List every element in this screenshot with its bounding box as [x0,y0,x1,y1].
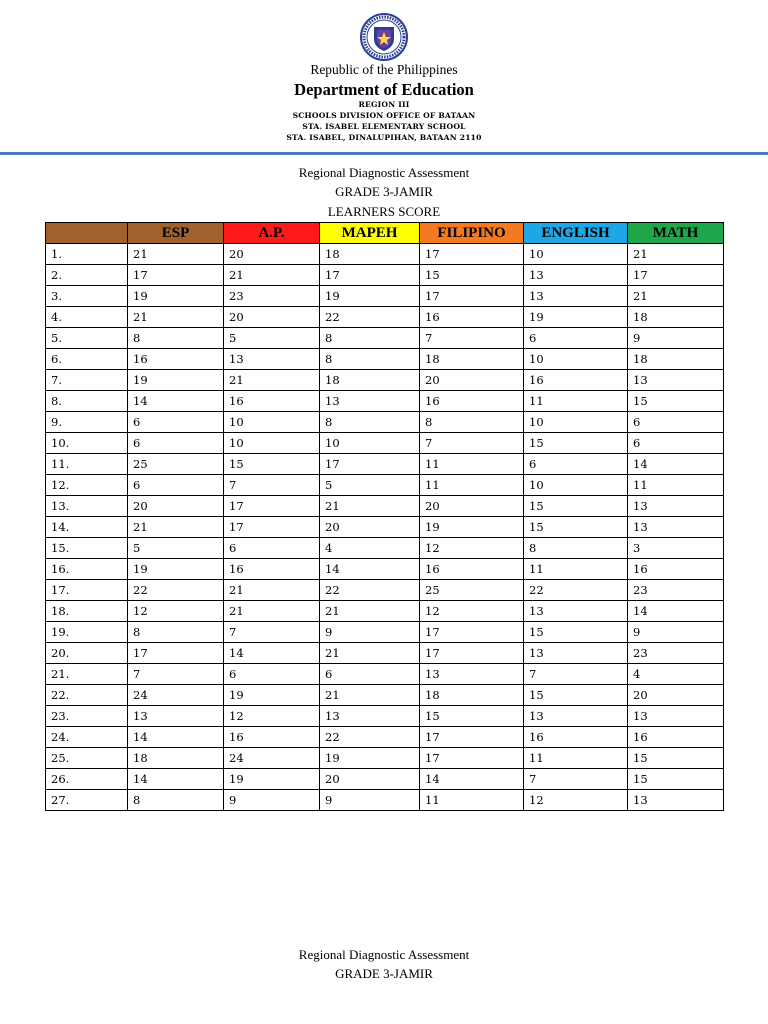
score-cell: 15 [224,454,320,475]
score-cell: 17 [224,496,320,517]
score-cell: 12 [420,601,524,622]
score-cell: 22 [320,580,420,601]
score-cell: 16 [628,727,724,748]
score-cell: 12 [224,706,320,727]
division-label: SCHOOLS DIVISION OFFICE OF BATAAN [292,111,476,120]
score-cell: 8 [320,349,420,370]
score-cell: 22 [128,580,224,601]
score-cell: 8 [128,622,224,643]
footer-grade-title: GRADE 3-JAMIR [335,966,433,981]
score-cell: 21 [320,685,420,706]
header-cell-esp: ESP [128,223,224,244]
score-cell: 14 [320,559,420,580]
score-cell: 6 [224,664,320,685]
score-cell: 24 [224,748,320,769]
row-number: 5. [46,328,128,349]
table-row [46,433,724,454]
score-cell: 13 [628,370,724,391]
score-cell: 21 [224,265,320,286]
row-number: 1. [46,244,128,265]
address-label: STA. ISABEL, DINALUPIHAN, BATAAN 2110 [286,133,482,142]
score-cell: 17 [420,244,524,265]
score-cell: 11 [524,391,628,412]
score-cell: 16 [420,559,524,580]
score-cell: 17 [128,265,224,286]
score-cell: 21 [628,244,724,265]
score-cell: 8 [128,328,224,349]
score-cell: 19 [320,748,420,769]
score-cell: 13 [628,706,724,727]
score-cell: 13 [128,706,224,727]
deped-seal-icon [360,13,408,61]
score-cell: 17 [420,748,524,769]
score-cell: 18 [420,685,524,706]
score-cell: 21 [128,307,224,328]
row-number: 11. [46,454,128,475]
score-cell: 15 [524,496,628,517]
score-cell: 6 [128,475,224,496]
school-label: STA. ISABEL ELEMENTARY SCHOOL [302,122,466,131]
score-cell: 16 [128,349,224,370]
row-number: 20. [46,643,128,664]
score-cell: 13 [628,517,724,538]
score-cell: 10 [320,433,420,454]
assessment-title: Regional Diagnostic Assessment [298,165,470,180]
score-cell: 13 [524,643,628,664]
score-cell: 4 [628,664,724,685]
table-row [46,706,724,727]
score-cell: 17 [420,643,524,664]
score-cell: 13 [524,286,628,307]
table-row [46,475,724,496]
score-cell: 21 [320,496,420,517]
score-cell: 9 [224,790,320,811]
header-cell-ap: A.P. [224,223,320,244]
score-cell: 13 [628,496,724,517]
table-row [46,454,724,475]
table-row [46,538,724,559]
row-number: 18. [46,601,128,622]
score-cell: 17 [224,517,320,538]
header-cell-mapeh: MAPEH [320,223,420,244]
score-cell: 22 [320,307,420,328]
row-number: 16. [46,559,128,580]
header-cell-filipino: FILIPINO [420,223,524,244]
row-number: 12. [46,475,128,496]
score-cell: 6 [628,433,724,454]
header-row [46,223,724,244]
score-cell: 17 [320,454,420,475]
score-cell: 5 [224,328,320,349]
header-cell-index [46,223,128,244]
score-cell: 11 [628,475,724,496]
score-cell: 23 [628,643,724,664]
score-cell: 18 [420,349,524,370]
score-cell: 16 [524,727,628,748]
row-number: 19. [46,622,128,643]
score-cell: 6 [524,454,628,475]
score-cell: 11 [524,559,628,580]
row-number: 27. [46,790,128,811]
score-cell: 14 [628,454,724,475]
header-cell-math: MATH [628,223,724,244]
table-row [46,685,724,706]
table-row [46,265,724,286]
score-cell: 24 [128,685,224,706]
score-cell: 14 [128,391,224,412]
score-cell: 12 [420,538,524,559]
score-cell: 16 [224,727,320,748]
row-number: 23. [46,706,128,727]
grade-title: GRADE 3-JAMIR [335,184,433,199]
score-cell: 19 [128,370,224,391]
score-cell: 10 [524,475,628,496]
table-row [46,412,724,433]
score-cell: 10 [524,412,628,433]
score-cell: 19 [224,769,320,790]
row-number: 7. [46,370,128,391]
score-cell: 6 [224,538,320,559]
row-number: 2. [46,265,128,286]
score-cell: 13 [524,706,628,727]
row-number: 10. [46,433,128,454]
header-divider [0,152,768,155]
row-number: 4. [46,307,128,328]
score-cell: 23 [628,580,724,601]
score-cell: 21 [128,517,224,538]
row-number: 21. [46,664,128,685]
score-cell: 13 [420,664,524,685]
score-cell: 14 [128,727,224,748]
score-cell: 9 [320,622,420,643]
row-number: 3. [46,286,128,307]
score-cell: 17 [128,643,224,664]
republic-label: Republic of the Philippines [310,62,458,77]
row-number: 15. [46,538,128,559]
score-cell: 20 [420,370,524,391]
score-cell: 25 [420,580,524,601]
table-row [46,391,724,412]
score-cell: 9 [320,790,420,811]
table-row [46,496,724,517]
score-cell: 18 [628,349,724,370]
table-row [46,328,724,349]
score-cell: 13 [524,601,628,622]
row-number: 26. [46,769,128,790]
score-cell: 14 [420,769,524,790]
score-cell: 14 [628,601,724,622]
score-cell: 19 [420,517,524,538]
score-cell: 11 [420,454,524,475]
row-number: 13. [46,496,128,517]
table-row [46,286,724,307]
score-cell: 16 [420,307,524,328]
score-cell: 8 [320,412,420,433]
score-cell: 13 [320,391,420,412]
table-row [46,601,724,622]
table-row [46,517,724,538]
score-cell: 11 [420,475,524,496]
score-cell: 17 [420,727,524,748]
table-row [46,727,724,748]
score-cell: 20 [320,517,420,538]
score-cell: 19 [224,685,320,706]
score-cell: 14 [224,643,320,664]
score-cell: 6 [628,412,724,433]
score-cell: 21 [628,286,724,307]
score-cell: 11 [524,748,628,769]
score-cell: 19 [128,559,224,580]
score-cell: 5 [320,475,420,496]
score-cell: 21 [128,244,224,265]
row-number: 22. [46,685,128,706]
score-cell: 8 [420,412,524,433]
score-cell: 10 [224,412,320,433]
score-cell: 8 [320,328,420,349]
score-cell: 20 [320,769,420,790]
score-cell: 20 [224,307,320,328]
row-number: 9. [46,412,128,433]
score-cell: 15 [628,748,724,769]
score-cell: 18 [320,370,420,391]
table-row [46,307,724,328]
row-number: 17. [46,580,128,601]
table-row [46,370,724,391]
scores-table [45,222,724,811]
score-cell: 15 [524,622,628,643]
score-cell: 9 [628,622,724,643]
score-cell: 7 [420,328,524,349]
score-cell: 11 [420,790,524,811]
score-cell: 15 [420,706,524,727]
department-title: Department of Education [294,80,474,99]
score-cell: 20 [628,685,724,706]
score-cell: 6 [128,433,224,454]
score-cell: 20 [128,496,224,517]
score-cell: 7 [524,769,628,790]
score-cell: 16 [524,370,628,391]
score-cell: 15 [420,265,524,286]
row-number: 25. [46,748,128,769]
score-cell: 23 [224,286,320,307]
region-label: REGION III [358,100,410,109]
score-cell: 19 [524,307,628,328]
score-cell: 5 [128,538,224,559]
table-row [46,349,724,370]
table-row [46,748,724,769]
score-cell: 13 [224,349,320,370]
score-cell: 7 [224,475,320,496]
score-cell: 12 [524,790,628,811]
score-cell: 21 [224,601,320,622]
score-cell: 3 [628,538,724,559]
footer-assessment-title: Regional Diagnostic Assessment [298,947,470,962]
score-cell: 16 [420,391,524,412]
score-cell: 15 [524,517,628,538]
score-cell: 21 [320,643,420,664]
score-cell: 16 [628,559,724,580]
score-cell: 25 [128,454,224,475]
table-row [46,622,724,643]
table-caption: LEARNERS SCORE [327,204,441,219]
score-cell: 13 [524,265,628,286]
score-cell: 8 [128,790,224,811]
score-cell: 10 [524,244,628,265]
score-cell: 18 [320,244,420,265]
table-row [46,769,724,790]
score-cell: 19 [320,286,420,307]
score-cell: 13 [320,706,420,727]
table-row [46,790,724,811]
score-cell: 7 [420,433,524,454]
score-cell: 15 [524,685,628,706]
score-cell: 16 [224,391,320,412]
table-row [46,664,724,685]
score-cell: 17 [628,265,724,286]
score-cell: 15 [524,433,628,454]
table-row [46,580,724,601]
score-cell: 14 [128,769,224,790]
score-cell: 18 [128,748,224,769]
score-cell: 15 [628,769,724,790]
score-cell: 6 [128,412,224,433]
score-cell: 18 [628,307,724,328]
score-cell: 21 [320,601,420,622]
row-number: 6. [46,349,128,370]
score-cell: 22 [524,580,628,601]
row-number: 14. [46,517,128,538]
score-cell: 10 [524,349,628,370]
score-cell: 21 [224,370,320,391]
score-cell: 20 [224,244,320,265]
score-cell: 17 [420,622,524,643]
row-number: 8. [46,391,128,412]
score-cell: 20 [420,496,524,517]
score-cell: 6 [320,664,420,685]
score-cell: 15 [628,391,724,412]
table-row [46,244,724,265]
row-number: 24. [46,727,128,748]
score-cell: 17 [320,265,420,286]
score-cell: 16 [224,559,320,580]
score-cell: 22 [320,727,420,748]
header-cell-english: ENGLISH [524,223,628,244]
table-row [46,559,724,580]
score-cell: 9 [628,328,724,349]
score-cell: 6 [524,328,628,349]
table-row [46,643,724,664]
score-cell: 10 [224,433,320,454]
score-cell: 13 [628,790,724,811]
score-cell: 4 [320,538,420,559]
score-cell: 7 [128,664,224,685]
score-cell: 12 [128,601,224,622]
score-cell: 7 [224,622,320,643]
score-cell: 8 [524,538,628,559]
score-cell: 17 [420,286,524,307]
score-cell: 21 [224,580,320,601]
score-cell: 7 [524,664,628,685]
score-cell: 19 [128,286,224,307]
